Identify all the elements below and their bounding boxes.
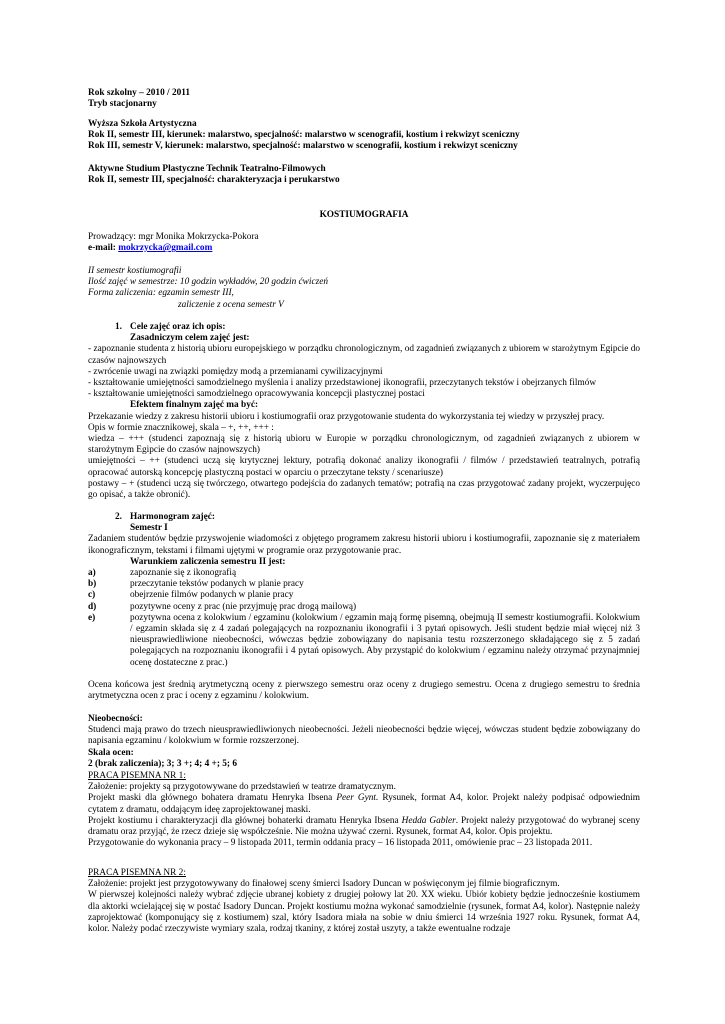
course-form: Forma zaliczenia: egzamin semestr III, — [88, 288, 234, 299]
work2-assumption: Założenie: projekt jest przygotowywany do finałowej sceny śmierci Isadory Duncan w poświęconym jej filmie biograficznym. — [88, 879, 560, 890]
school-year: Rok szkolny – 2010 / 2011 — [88, 88, 191, 98]
goal-item: - kształtowanie umiejętności samodzielnego myślenia i analizy przedstawionej ikonografii, przeczytanych tekstów i obejrzanych filmów — [88, 378, 597, 389]
work1-mask-task: Projekt maski dla głównego bohatera dramatu Henryka Ibsena Peer Gynt. Rysunek, format A4, kolor. Projekt należy podpisać odpowiednim cytatem z dramatu, oddającym ideę zaprojektowanej maski. — [88, 793, 640, 815]
work1-assumption: Założenie: projekty są przygotowywane do przedstawień w teatrze dramatycznym. — [88, 782, 396, 793]
goals-subheading: Zasadniczym celem zajęć jest: — [130, 333, 250, 344]
section-schedule — [88, 512, 640, 669]
knowledge-text: wiedza – +++ (studenci zapoznają się z historią ubioru w Europie w porządku chronologicznym, od zagadnień związanych z ubiorem w starożytnym Egipcie do czasów najnowszych) — [88, 434, 640, 456]
grade-scale: 2 (brak zaliczenia); 3; 3 +; 4; 4 +; 5; 6 — [88, 758, 237, 769]
conditions-heading: Warunkiem zaliczenia semestru II jest: — [130, 556, 286, 567]
studio-program-line: Rok II, semestr III, specjalność: charakteryzacja i perukarstwo — [88, 175, 340, 186]
work2-block — [88, 868, 640, 935]
program-line-year2: Rok II, semestr III, kierunek: malarstwo, specjalność: malarstwo w scenografii, kostium i rekwizyt sceniczny — [88, 130, 520, 141]
goal-item: - kształtowanie umiejętności samodzielnego opracowywania koncepcji plastycznej postaci — [88, 389, 425, 400]
section2-heading: 2. Harmonogram zajęć: — [115, 512, 215, 522]
work1-costume-task: Projekt kostiumu i charakteryzacji dla głównej bohaterki dramatu Henryka Ibsena Hedda Gabler. Projekt należy przygotować do wybranej sceny dramatu oraz przyjąć, że rzecz dzieje się współcześnie. Nie można używać czerni. Rysunek, format A4, kolor. Opis projektu. — [88, 815, 640, 838]
studio-name: Aktywne Studium Plastyczne Technik Teatralno-Filmowych — [88, 164, 326, 174]
header-block — [88, 88, 190, 110]
program-line-year3: Rok III, semestr V, kierunek: malarstwo, specjalność: malarstwo w scenografii, kostium i rekwizyt sceniczny — [88, 141, 518, 152]
list-item: c) obejrzenie filmów podanych w planie pracy — [88, 590, 294, 601]
section1-heading: 1. Cele zajęć oraz ich opis: — [115, 322, 226, 332]
effect-heading: Efektem finalnym zajęć ma być: — [130, 400, 259, 411]
semester-intro: Zadaniem studentów będzie przyswojenie wiadomości z objętego programem zakresu historii ubioru i kostiumografii, zapoznanie się z materiałem ikonograficznym, tekstami i filmami ujętymi w programie oraz przygotowanie prac. — [88, 534, 640, 556]
work1-heading: PRACA PISEMNA NR 1: — [88, 771, 186, 781]
email-link[interactable]: mokrzycka@gmail.com — [118, 243, 213, 254]
school-block — [88, 119, 640, 153]
skills-text: umiejętności – ++ (studenci uczą się krytycznej lektury, potrafią dokonać analizy ikonografii / filmów / przedstawień teatralnych, potrafią opracować autorską koncepcję plastyczną postaci w oparciu o przeczytane teksty / scenariusze) — [88, 456, 640, 478]
work2-text: W pierwszej kolejności należy wybrać zdjęcie ubranej kobiety z drugiej połowy lat 20. XX wieku. Ubiór kobiety będzie jednocześnie kostiumem dla aktorki wcielającej się w postać Isadory Duncan. Projekt kostiumu można wykonać samodzielnie (rysunek, format A4, kolor). Następnie należy zaprojektować (komponujący się z kostiumem) szal, który Isadora miała na sobie w dniu śmierci 14 września 1927 roku. Rysunek, format A4, kolor. Należy podać rzeczywiste wymiary szala, rodzaj tkaniny, z której został uszyty, a także ewentualne rodzaje — [88, 890, 640, 935]
absences-text: Studenci mają prawo do trzech nieusprawiedliwionych nieobecności. Jeżeli nieobecności będzie więcej, wówczas student będzie zobowiązany do napisania egzaminu / kolokwium w formie rozszerzonej. — [88, 725, 640, 747]
absences-heading: Nieobecności: — [88, 714, 143, 724]
scale-description: Opis w formie znacznikowej, skala – +, ++, +++ : — [88, 422, 274, 433]
semester-heading: Semestr I — [130, 523, 168, 534]
lecturer-block — [88, 232, 259, 254]
email-label: e-mail: — [88, 243, 119, 254]
page-title: KOSTIUMOGRAFIA — [319, 210, 409, 220]
lecturer-name: Prowadzący: mgr Monika Mokrzycka-Pokora — [88, 232, 259, 242]
work2-heading: PRACA PISEMNA NR 2: — [88, 868, 186, 878]
section-goals — [88, 322, 640, 501]
absences-block — [88, 714, 640, 770]
course-info — [88, 266, 328, 311]
list-item: d) pozytywne oceny z prac (nie przyjmuję prac drogą mailową) — [88, 601, 357, 612]
course-form-cont: zaliczenie z ocena semestr V — [178, 299, 284, 310]
course-semester: II semestr kostiumografii — [88, 266, 182, 276]
list-item: b) przeczytanie tekstów podanych w planie pracy — [88, 579, 304, 590]
course-hours: Ilość zajęć w semestrze: 10 godzin wykładów, 20 godzin ćwiczeń — [88, 277, 328, 288]
school-name: Wyższa Szkoła Artystyczna — [88, 119, 197, 129]
studio-block — [88, 164, 340, 186]
list-item: a) zapoznanie się z ikonografią — [88, 568, 237, 579]
work1-block — [88, 771, 640, 849]
list-item: e) pozytywna ocena z kolokwium / egzaminu (kolokwium / egzamin mają formę pisemną, obejmują II semestr kostiumografii. Kolokwium / egzamin składa się z 4 zadań polegających na rozpoznaniu ikonografii i 3 pytań opisowych. Jeśli student będzie miał więcej niż 3 nieusprawiedliwione nieobecności, wówczas będzie zobowiązany do napisania testu rozszerzonego składającego się z 5 zadań polegających na rozpoznaniu ikonografii i 4 pytań opisowych. Aby przystąpić do kolokwium / egzaminu należy otrzymać przynajmniej ocenę dostateczne z prac.) — [88, 612, 640, 668]
conditions-list — [88, 568, 640, 669]
goal-item: - zwrócenie uwagi na związki pomiędzy modą a przemianami cywilizacyjnymi — [88, 366, 383, 377]
final-grade-text: Ocena końcowa jest średnią arytmetyczną oceny z pierwszego semestru oraz oceny z drugiego semestru. Ocena z drugiego semestru to średnia arytmetyczna ocen z prac i oceny z egzaminu / kolokwium. — [88, 680, 640, 702]
grade-scale-heading: Skala ocen: — [88, 747, 134, 758]
study-mode: Tryb stacjonarny — [88, 99, 157, 110]
goal-item: - zapoznanie studenta z historią ubioru europejskiego w porządku chronologicznym, od zagadnień związanych z ubiorem w starożytnym Egipcie do czasów najnowszych — [88, 344, 640, 366]
attitudes-text: postawy – + (studenci uczą się twórczego, otwartego podejścia do zadanych tematów; potrafią na czas przygotować zadany projekt, wyczerpujęco go opisać, a także obronić). — [88, 478, 640, 501]
effect-text: Przekazanie wiedzy z zakresu historii ubioru i kostiumografii oraz przygotowanie studenta do wykorzystania tej wiedzy w przyszłej pracy. — [88, 411, 605, 422]
work1-deadline: Przygotowanie do wykonania pracy – 9 listopada 2011, termin oddania pracy – 16 listopada 2011, omówienie prac – 23 listopada 2011. — [88, 838, 593, 849]
